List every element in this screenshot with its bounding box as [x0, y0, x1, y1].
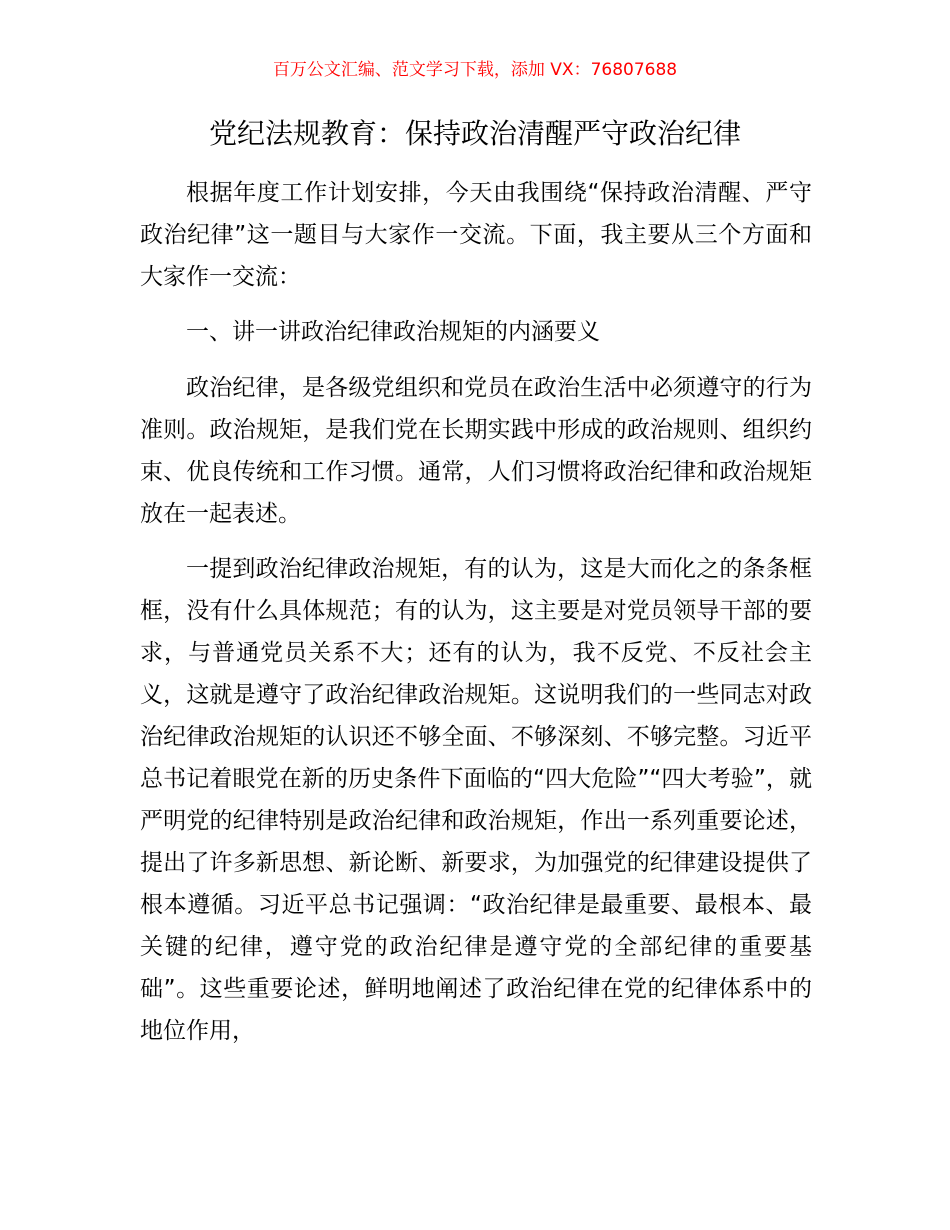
section-heading-1: 一、讲一讲政治纪律政治规矩的内涵要义: [186, 319, 600, 345]
paragraph-discussion: 一提到政治纪律政治规矩，有的认为，这是大而化之的条条框框，没有什么具体规范；有的认为，这主要是对党员领导干部的要求，与普通党员关系不大；还有的认为，我不反党、不反社会主义，这就是遵守了政治纪律政治规矩。这说明我们的一些同志对政治纪律政治规矩的认识还不够全面、不够深刻、不够完整。习近平总书记着眼党在新的历史条件下面临的“四大危险”“四大考验”，就严明党的纪律特别是政治纪律和政治规矩，作出一系列重要论述，提出了许多新思想、新论断、新要求，为加强党的纪律建设提供了根本遵循。习近平总书记强调：“政治纪律是最重要、最根本、最关键的纪律，遵守党的政治纪律是遵守党的全部纪律的重要基础”。这些重要论述，鲜明地阐述了政治纪律在党的纪律体系中的地位作用，: [140, 556, 812, 1044]
document-title: 党纪法规教育：保持政治清醒严守政治纪律: [208, 117, 741, 150]
paragraph-definition: 政治纪律，是各级党组织和党员在政治生活中必须遵守的行为准则。政治规矩，是我们党在长期实践中形成的政治规则、组织约束、优良传统和工作习惯。通常，人们习惯将政治纪律和政治规矩放在一起表述。: [140, 375, 812, 527]
document-body: [140, 172, 812, 1065]
paragraph-intro: 根据年度工作计划安排，今天由我围绕“保持政治清醒、严守政治纪律”这一题目与大家作一交流。下面，我主要从三个方面和大家作一交流：: [140, 180, 812, 290]
header-banner: 百万公文汇编、范文学习下载，添加 VX：76807688: [272, 60, 678, 80]
